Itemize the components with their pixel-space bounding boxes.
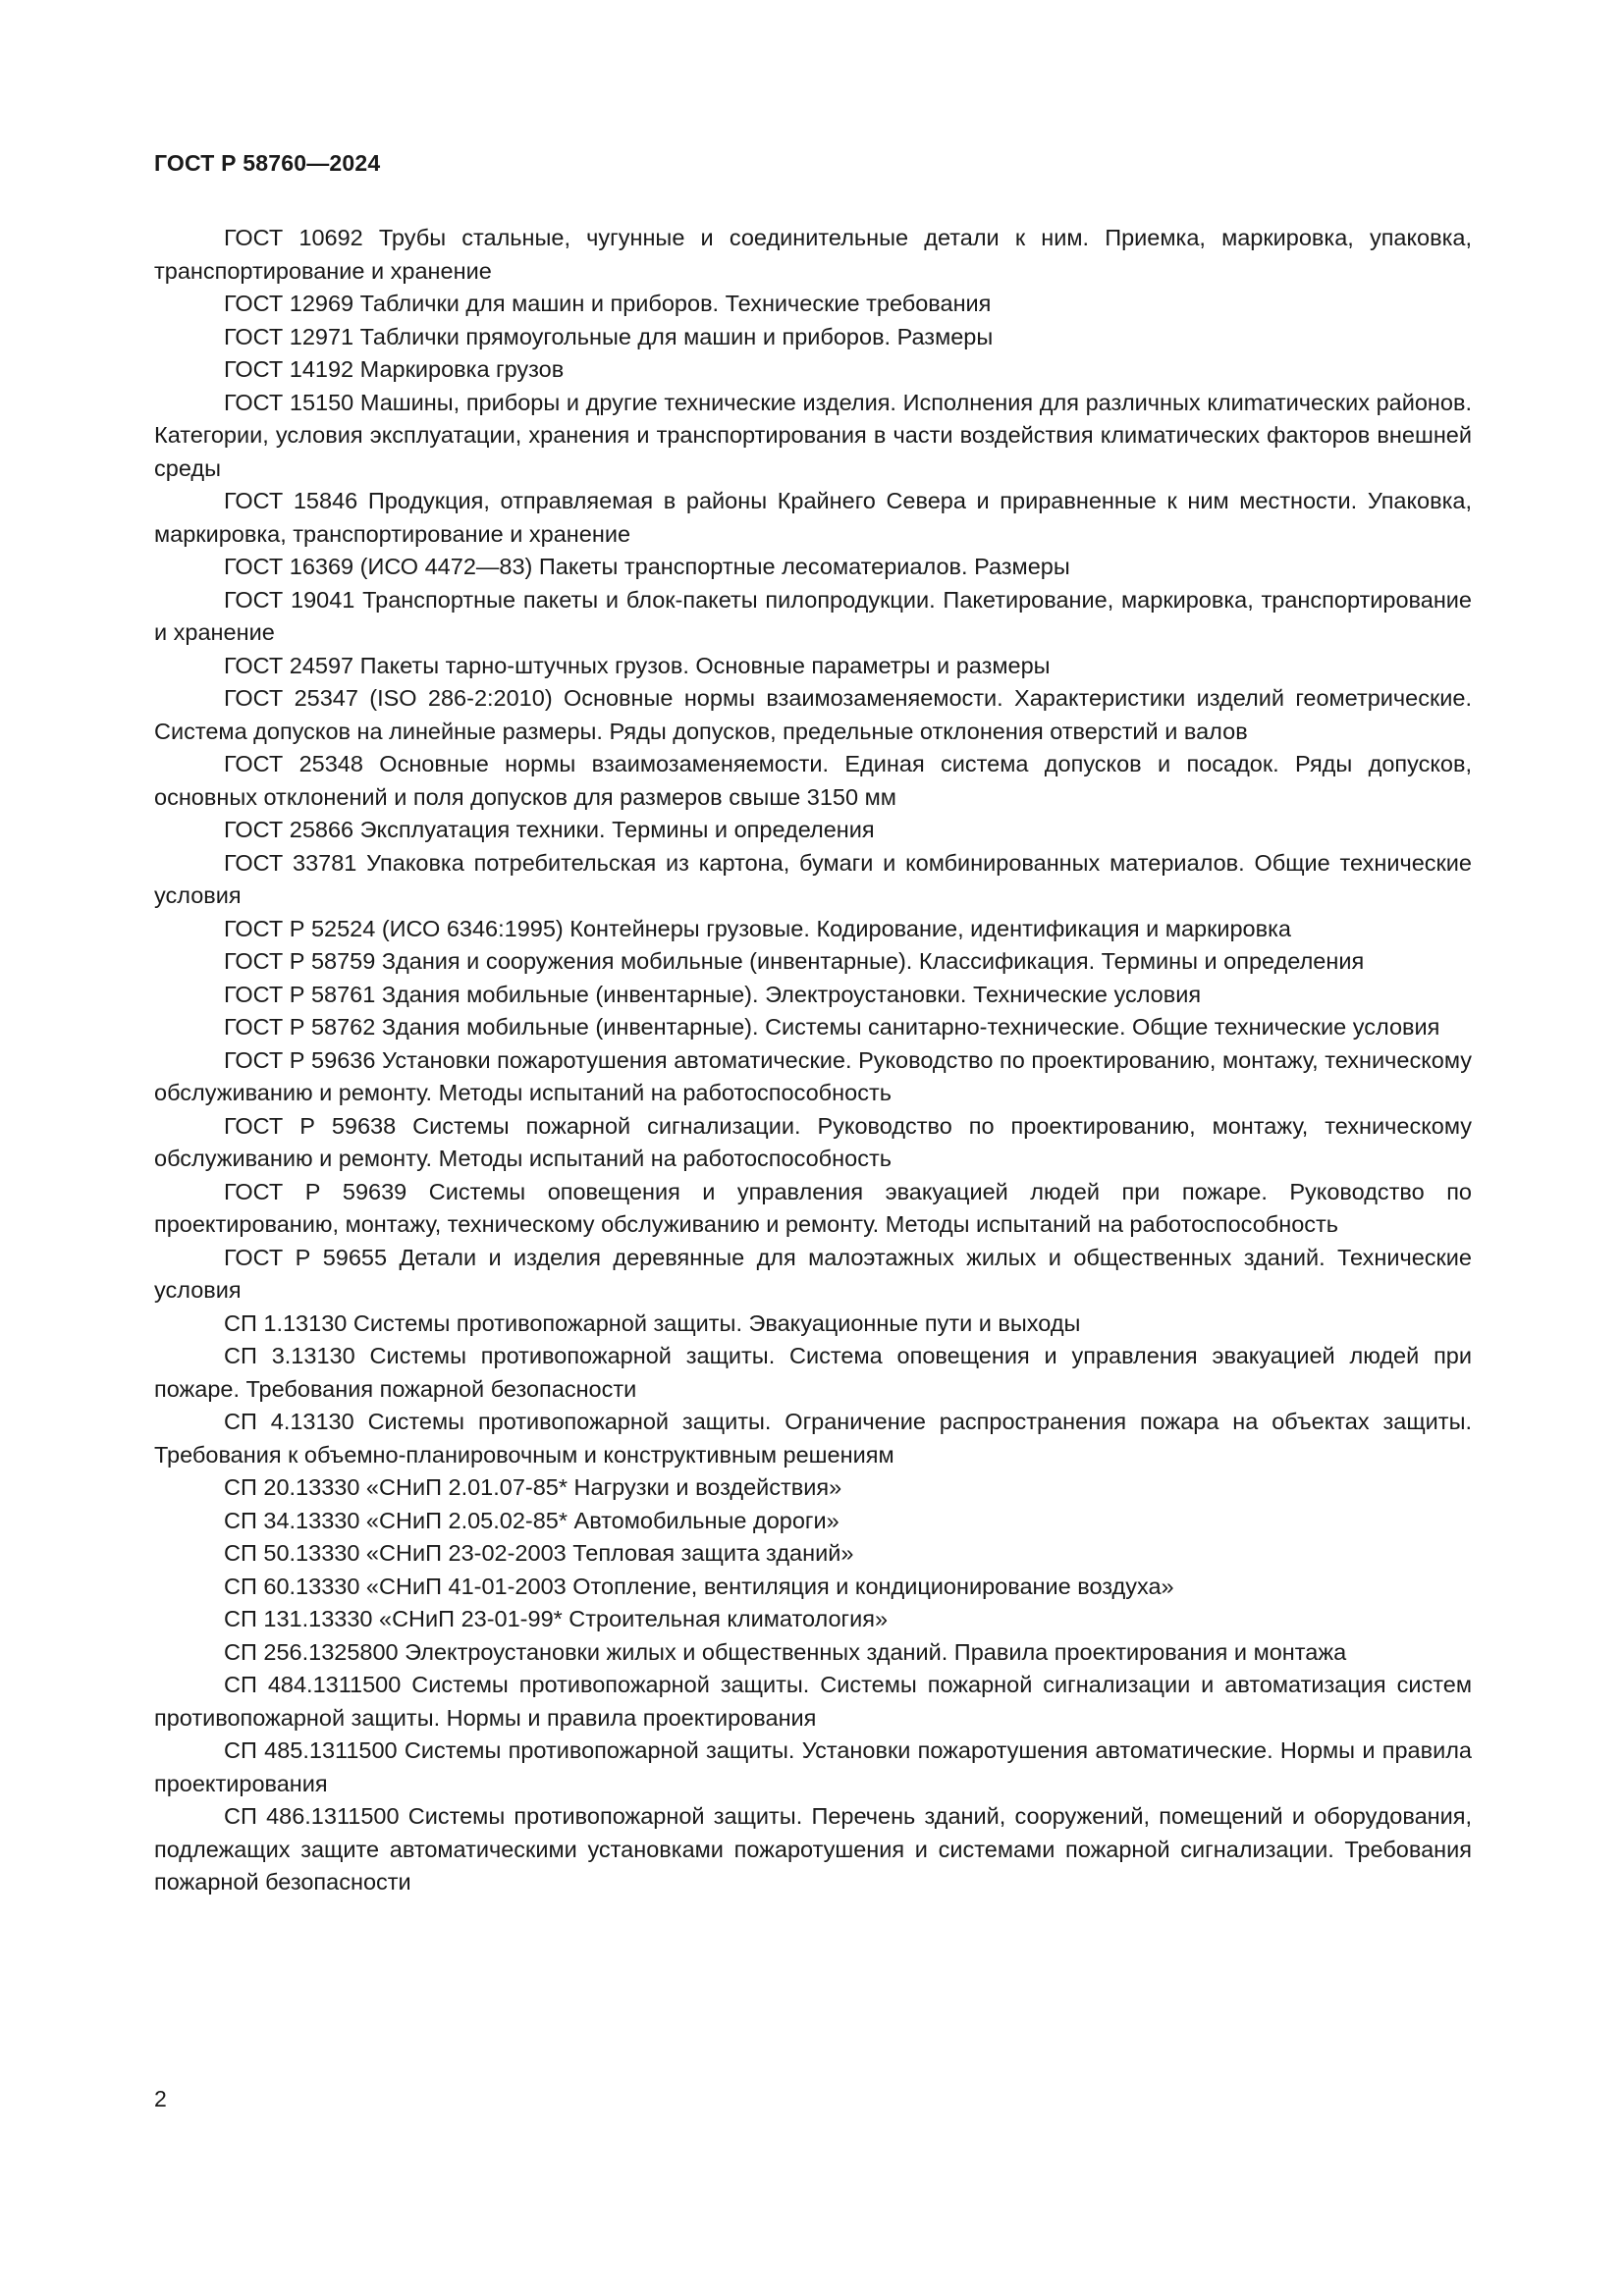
reference-item: ГОСТ Р 58761 Здания мобильные (инвентарные). Электроустановки. Технические условия	[224, 981, 1202, 1007]
reference-item: СП 20.13330 «СНиП 2.01.07-85* Нагрузки и воздействия»	[224, 1474, 842, 1500]
reference-item: СП 3.13130 Системы противопожарной защиты. Система оповещения и управления эвакуацией людей при пожаре. Требования пожарной безопасности	[154, 1343, 1472, 1402]
reference-item: ГОСТ 15846 Продукция, отправляемая в районы Крайнего Севера и приравненные к ним местности. Упаковка, маркировка, транспортирование и хранение	[154, 488, 1472, 547]
reference-item: СП 484.1311500 Системы противопожарной защиты. Системы пожарной сигнализации и автоматизация систем противопожарной защиты. Нормы и правила проектирования	[154, 1672, 1472, 1731]
reference-item: СП 60.13330 «СНиП 41-01-2003 Отопление, вентиляция и кондиционирование воздуха»	[224, 1573, 1174, 1599]
reference-item: ГОСТ 16369 (ИСО 4472—83) Пакеты транспортные лесоматериалов. Размеры	[224, 554, 1070, 579]
reference-item: СП 4.13130 Системы противопожарной защиты. Ограничение распространения пожара на объектах защиты. Требования к объемно-планировочным и конструктивным решениям	[154, 1409, 1472, 1468]
reference-item: ГОСТ 25347 (ISO 286-2:2010) Основные нормы взаимозаменяемости. Характеристики изделий геометрические. Система допусков на линейные размеры. Ряды допусков, предельные отклонения отверстий и валов	[154, 685, 1472, 744]
reference-item: ГОСТ Р 59638 Системы пожарной сигнализации. Руководство по проектированию, монтажу, техническому обслуживанию и ремонту. Методы испытаний на работоспособность	[154, 1112, 1472, 1171]
page-number: 2	[154, 2086, 167, 2111]
reference-item: ГОСТ Р 58762 Здания мобильные (инвентарные). Системы санитарно-технические. Общие технические условия	[224, 1014, 1440, 1040]
reference-item: ГОСТ 33781 Упаковка потребительская из картона, бумаги и комбинированных материалов. Общие технические условия	[154, 849, 1472, 908]
reference-item: СП 486.1311500 Системы противопожарной защиты. Перечень зданий, сооружений, помещений и оборудования, подлежащих защите автоматическими установками пожаротушения и системами пожарной сигнализации. Требования пожарной безопасности	[154, 1803, 1472, 1895]
reference-item: СП 256.1325800 Электроустановки жилых и общественных зданий. Правила проектирования и монтажа	[224, 1638, 1347, 1665]
reference-item: СП 34.13330 «СНиП 2.05.02-85* Автомобильные дороги»	[224, 1507, 839, 1533]
document-header: ГОСТ Р 58760—2024	[154, 150, 381, 176]
reference-item: ГОСТ Р 59636 Установки пожаротушения автоматические. Руководство по проектированию, монтажу, техническому обслуживанию и ремонту. Методы испытаний на работоспособность	[154, 1046, 1472, 1105]
reference-item: ГОСТ 15150 Машины, приборы и другие технические изделия. Исполнения для различных клиmатических районов. Категории, условия эксплуатации, хранения и транспортирования в части воздействия климатических факторов внешней среды	[154, 389, 1472, 481]
reference-item: ГОСТ 19041 Транспортные пакеты и блок-пакеты пилопродукции. Пакетирование, маркировка, транспортирование и хранение	[154, 586, 1472, 645]
normative-references-list	[154, 222, 1472, 1899]
reference-item: ГОСТ 12971 Таблички прямоугольные для машин и приборов. Размеры	[224, 323, 994, 349]
reference-item: СП 50.13330 «СНиП 23-02-2003 Тепловая защита зданий»	[224, 1540, 854, 1566]
reference-item: СП 1.13130 Системы противопожарной защиты. Эвакуационные пути и выходы	[224, 1309, 1081, 1336]
reference-item: ГОСТ Р 59639 Системы оповещения и управления эвакуацией людей при пожаре. Руководство по проектированию, монтажу, техническому обслуживанию и ремонту. Методы испытаний на работоспособность	[154, 1178, 1472, 1237]
reference-item: ГОСТ 14192 Маркировка грузов	[224, 356, 565, 382]
reference-item: СП 131.13330 «СНиП 23-01-99* Строительная климатология»	[224, 1606, 889, 1631]
reference-item: ГОСТ 25348 Основные нормы взаимозаменяемости. Единая система допусков и посадок. Ряды допусков, основных отклонений и поля допусков для размеров свыше 3150 мм	[154, 751, 1472, 810]
reference-item: ГОСТ 25866 Эксплуатация техники. Термины и определения	[224, 817, 875, 842]
reference-item: ГОСТ 24597 Пакеты тарно-штучных грузов. Основные параметры и размеры	[224, 652, 1051, 678]
reference-item: СП 485.1311500 Системы противопожарной защиты. Установки пожаротушения автоматические. Нормы и правила проектирования	[154, 1737, 1472, 1796]
reference-item: ГОСТ Р 58759 Здания и сооружения мобильные (инвентарные). Классификация. Термины и определения	[224, 948, 1365, 974]
reference-item: ГОСТ Р 52524 (ИСО 6346:1995) Контейнеры грузовые. Кодирование, идентификация и маркировка	[224, 915, 1291, 941]
reference-item: ГОСТ 12969 Таблички для машин и приборов. Технические требования	[224, 291, 992, 316]
reference-item: ГОСТ 10692 Трубы стальные, чугунные и соединительные детали к ним. Приемка, маркировка, упаковка, транспортирование и хранение	[154, 225, 1472, 284]
reference-item: ГОСТ Р 59655 Детали и изделия деревянные для малоэтажных жилых и общественных зданий. Технические условия	[154, 1244, 1472, 1303]
